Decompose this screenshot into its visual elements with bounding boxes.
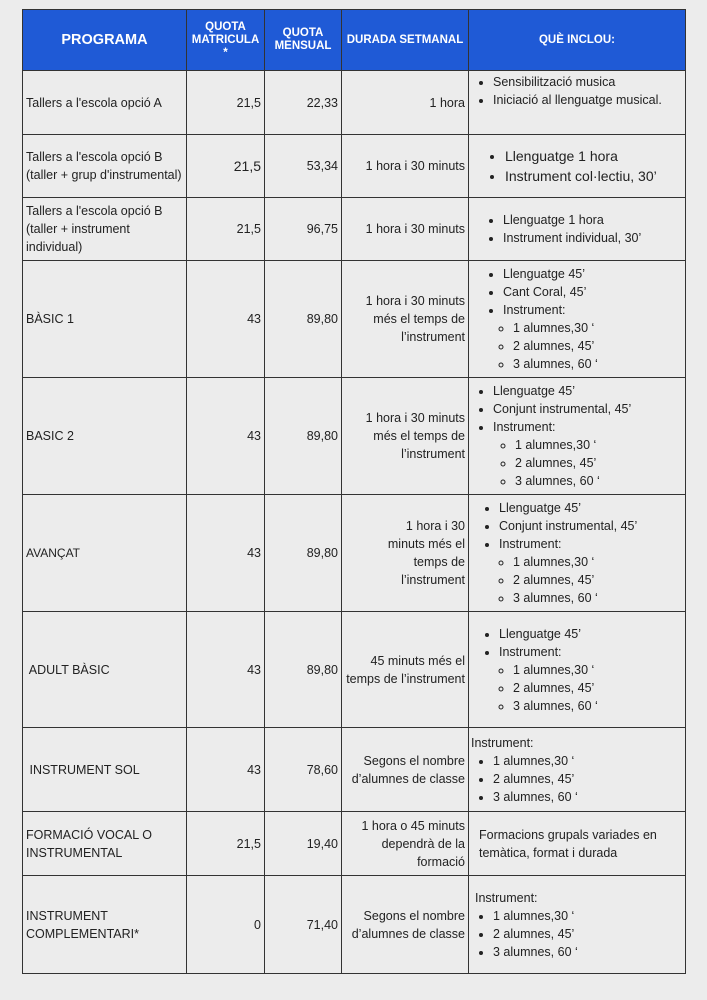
quota-matricula-cell: 21,5 <box>187 71 265 135</box>
list-item: • Llenguatge 45’ <box>499 499 682 517</box>
quota-mensual-cell: 71,40 <box>265 876 342 974</box>
fees-table <box>22 9 686 974</box>
programa-cell: BASIC 2 <box>23 378 187 495</box>
inclou-cell <box>469 261 686 378</box>
inclou-list <box>471 382 682 490</box>
inclou-sublist <box>499 553 682 607</box>
table-row <box>23 495 686 612</box>
durada-cell: Segons el nombre d’alumnes de classe <box>342 876 469 974</box>
table-row <box>23 378 686 495</box>
header-quota-matricula: QUOTA MATRICULA * <box>187 10 265 71</box>
quota-mensual-cell: 19,40 <box>265 812 342 876</box>
list-item-label: Instrument: <box>499 537 562 551</box>
list-item: • 1 alumnes,30 ‘ <box>493 752 682 770</box>
header-durada-setmanal: DURADA SETMANAL <box>342 10 469 71</box>
list-item: • Llenguatge 45’ <box>499 625 682 643</box>
header-programa: PROGRAMA <box>23 10 187 71</box>
quota-mensual-cell: 53,34 <box>265 135 342 198</box>
quota-mensual-cell: 78,60 <box>265 728 342 812</box>
inclou-cell <box>469 728 686 812</box>
table-row <box>23 261 686 378</box>
inclou-heading: Instrument: <box>475 890 538 905</box>
inclou-cell <box>469 495 686 612</box>
list-item <box>499 535 682 607</box>
durada-cell: 1 hora i 30 minuts <box>342 135 469 198</box>
programa-cell: Tallers a l'escola opció B (taller + instrument individual) <box>23 198 187 261</box>
list-item: ◦ 3 alumnes, 60 ‘ <box>513 589 682 607</box>
programa-cell: BÀSIC 1 <box>23 261 187 378</box>
inclou-list <box>471 146 682 186</box>
list-item: • Cant Coral, 45’ <box>503 283 682 301</box>
inclou-sublist <box>499 661 682 715</box>
list-item-label: Instrument: <box>503 303 566 317</box>
list-item <box>499 643 682 715</box>
list-item: ◦ 2 alumnes, 45’ <box>513 337 682 355</box>
quota-mensual-cell: 89,80 <box>265 378 342 495</box>
durada-cell: 1 hora <box>342 71 469 135</box>
list-item: ◦ 1 alumnes,30 ‘ <box>513 661 682 679</box>
list-item: • Conjunt instrumental, 45’ <box>499 517 682 535</box>
inclou-list <box>471 265 682 373</box>
quota-mensual-cell: 89,80 <box>265 495 342 612</box>
list-item: • Llenguatge 45’ <box>493 382 682 400</box>
list-item: ◦ 2 alumnes, 45’ <box>513 679 682 697</box>
header-que-inclou: QUÈ INCLOU: <box>469 10 686 71</box>
table-row <box>23 198 686 261</box>
fees-table-wrapper <box>22 9 685 974</box>
list-item: ◦ 1 alumnes,30 ‘ <box>515 436 682 454</box>
list-item: • Sensibilització musica <box>493 73 682 91</box>
durada-cell: 1 hora i 30 minuts més el temps de l’instrument <box>342 378 469 495</box>
inclou-list <box>471 752 682 806</box>
inclou-list <box>471 211 682 247</box>
list-item: • 3 alumnes, 60 ‘ <box>493 788 682 806</box>
inclou-list <box>471 499 682 607</box>
list-item-label: Instrument: <box>499 644 562 659</box>
inclou-sublist <box>493 436 682 490</box>
list-item: ◦ 1 alumnes,30 ‘ <box>513 319 682 337</box>
inclou-list <box>475 907 682 961</box>
quota-matricula-cell: 43 <box>187 378 265 495</box>
list-item: • Conjunt instrumental, 45’ <box>493 400 682 418</box>
table-row <box>23 812 686 876</box>
list-item: • Llenguatge 1 hora <box>503 211 682 229</box>
programa-cell: FORMACIÓ VOCAL O INSTRUMENTAL <box>23 812 187 876</box>
inclou-cell <box>469 812 686 876</box>
quota-mensual-cell: 89,80 <box>265 261 342 378</box>
programa-cell: INSTRUMENT COMPLEMENTARI* <box>23 876 187 974</box>
table-row <box>23 612 686 728</box>
quota-mensual-cell: 96,75 <box>265 198 342 261</box>
durada-cell: Segons el nombre d’alumnes de classe <box>342 728 469 812</box>
list-item: • 2 alumnes, 45’ <box>493 770 682 788</box>
durada-cell: 1 hora o 45 minuts dependrà de la formació <box>342 812 469 876</box>
list-item: ◦ 3 alumnes, 60 ‘ <box>515 472 682 490</box>
inclou-cell <box>469 378 686 495</box>
list-item <box>503 301 682 373</box>
header-quota-mensual: QUOTA MENSUAL <box>265 10 342 71</box>
durada-cell: 45 minuts més el temps de l’instrument <box>342 612 469 728</box>
list-item: ◦ 2 alumnes, 45’ <box>513 571 682 589</box>
inclou-cell <box>469 612 686 728</box>
programa-cell: AVANÇAT <box>23 495 187 612</box>
quota-matricula-cell: 21,5 <box>187 198 265 261</box>
table-row <box>23 728 686 812</box>
table-row <box>23 71 686 135</box>
quota-matricula-cell: 43 <box>187 495 265 612</box>
quota-matricula-cell: 43 <box>187 612 265 728</box>
inclou-text: Formacions grupals variades en temàtica, format i durada <box>479 827 657 860</box>
inclou-heading: Instrument: <box>471 735 534 750</box>
table-row <box>23 876 686 974</box>
list-item: ◦ 1 alumnes,30 ‘ <box>513 553 682 571</box>
list-item: • Instrument individual, 30’ <box>503 229 682 247</box>
inclou-list <box>471 73 682 109</box>
quota-matricula-cell: 43 <box>187 261 265 378</box>
list-item: • Instrument col·lectiu, 30’ <box>505 166 682 186</box>
list-item: ◦ 3 alumnes, 60 ‘ <box>513 697 682 715</box>
inclou-cell <box>469 135 686 198</box>
inclou-cell <box>469 876 686 974</box>
programa-cell: INSTRUMENT SOL <box>23 728 187 812</box>
list-item: ◦ 2 alumnes, 45’ <box>515 454 682 472</box>
inclou-list <box>471 625 682 715</box>
programa-cell: Tallers a l'escola opció A <box>23 71 187 135</box>
programa-cell: ADULT BÀSIC <box>23 612 187 728</box>
inclou-sublist <box>503 319 682 373</box>
list-item-label: Instrument: <box>493 420 556 434</box>
quota-matricula-cell: 21,5 <box>187 812 265 876</box>
durada-cell: 1 hora i 30 minuts <box>342 198 469 261</box>
list-item: • 3 alumnes, 60 ‘ <box>493 943 682 961</box>
durada-cell: 1 hora i 30 minuts més el temps de l’instrument <box>342 495 469 612</box>
quota-matricula-cell: 0 <box>187 876 265 974</box>
quota-mensual-cell: 89,80 <box>265 612 342 728</box>
list-item: • 2 alumnes, 45’ <box>493 925 682 943</box>
list-item: • Iniciació al llenguatge musical. <box>493 91 682 109</box>
list-item: • 1 alumnes,30 ‘ <box>493 907 682 925</box>
list-item: • Llenguatge 1 hora <box>505 146 682 166</box>
quota-matricula-cell: 43 <box>187 728 265 812</box>
list-item <box>493 418 682 490</box>
header-row <box>23 10 686 71</box>
quota-matricula-cell: 21,5 <box>187 135 265 198</box>
inclou-cell <box>469 71 686 135</box>
programa-cell: Tallers a l'escola opció B (taller + grup d'instrumental) <box>23 135 187 198</box>
quota-mensual-cell: 22,33 <box>265 71 342 135</box>
list-item: • Llenguatge 45’ <box>503 265 682 283</box>
durada-cell: 1 hora i 30 minuts més el temps de l’instrument <box>342 261 469 378</box>
inclou-cell <box>469 198 686 261</box>
table-row <box>23 135 686 198</box>
list-item: ◦ 3 alumnes, 60 ‘ <box>513 355 682 373</box>
